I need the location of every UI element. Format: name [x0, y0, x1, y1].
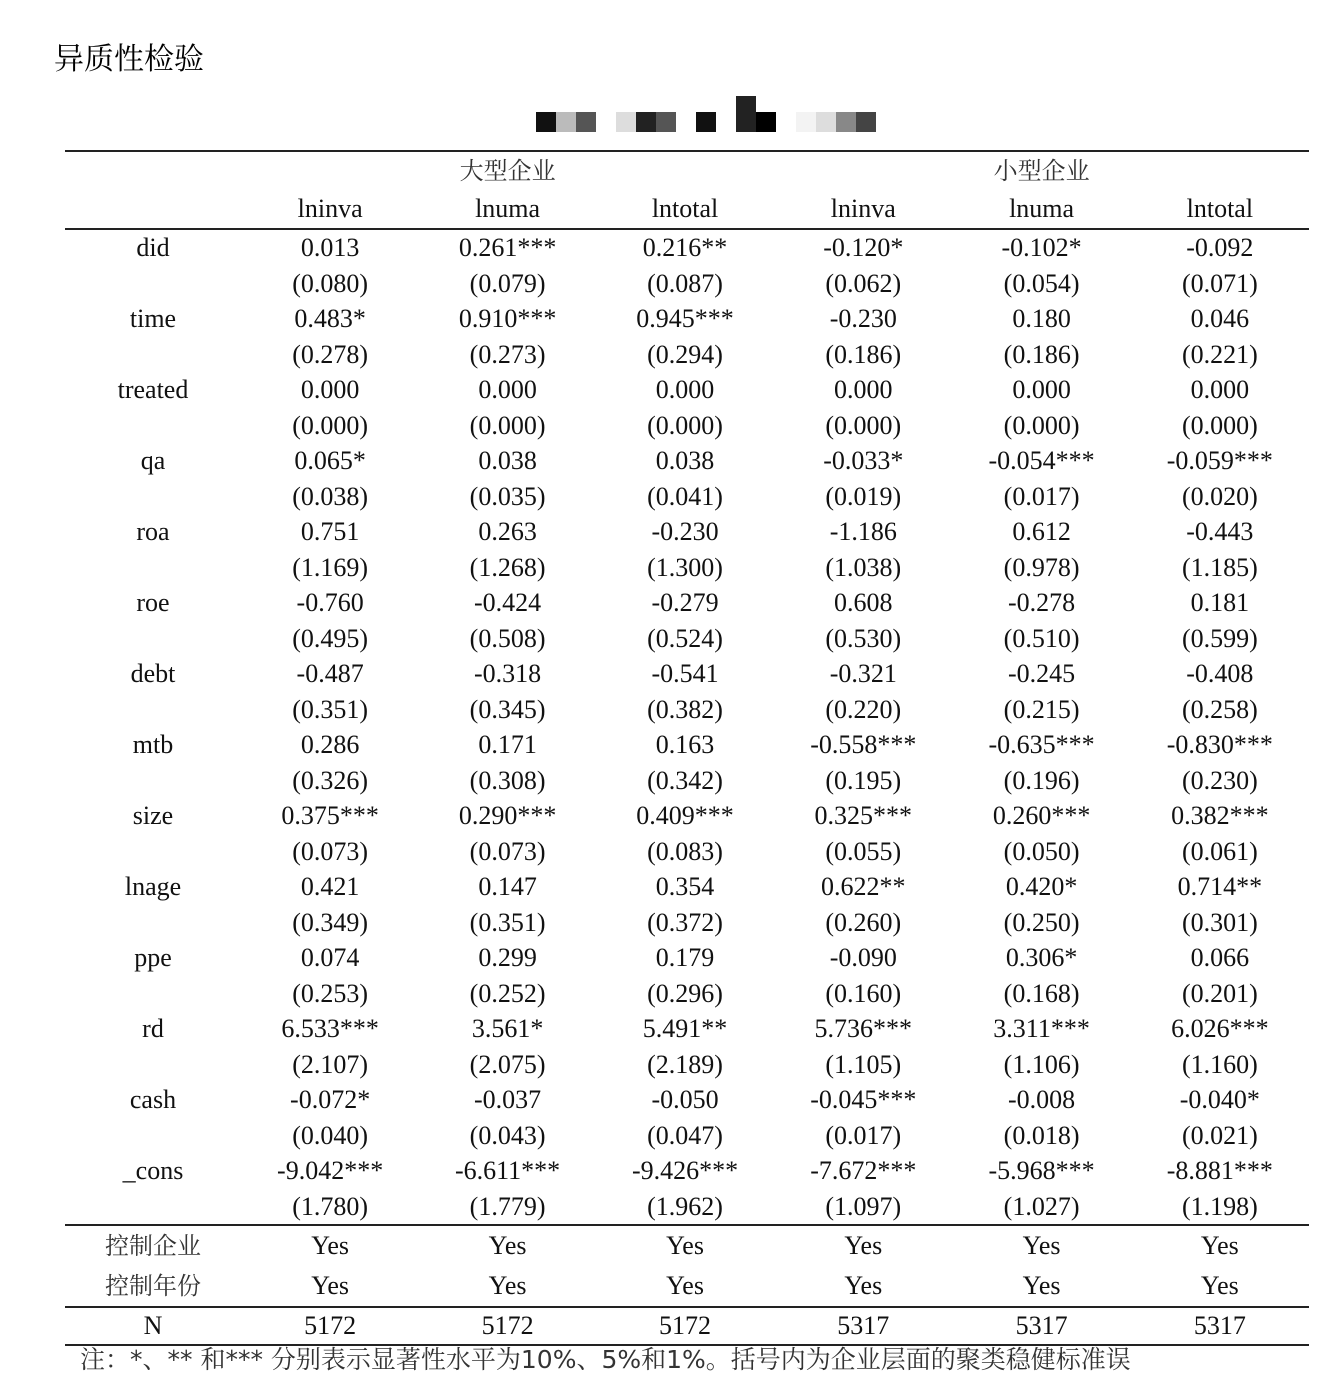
coefficient: 0.000 — [478, 375, 537, 404]
coefficient: -0.059*** — [1166, 446, 1273, 475]
column-header: lntotal — [1131, 190, 1309, 229]
coefficient: -0.321 — [829, 659, 897, 688]
coefficient: -0.040* — [1179, 1085, 1260, 1114]
coefficient: 6.026*** — [1171, 1014, 1269, 1043]
standard-error: (0.000) — [1003, 410, 1080, 440]
coefficient: 0.013 — [300, 233, 360, 262]
coefficient: 0.622** — [821, 872, 906, 901]
coefficient: -0.037 — [474, 1085, 542, 1114]
coefficient: -0.279 — [651, 588, 719, 617]
variable-label-blank — [65, 834, 241, 870]
coefficient: -0.318 — [474, 659, 542, 688]
standard-error: (0.372) — [647, 907, 723, 937]
standard-error: (0.273) — [469, 339, 546, 369]
standard-error: (0.258) — [1181, 694, 1258, 724]
se-row — [65, 266, 1309, 302]
control-row — [65, 1225, 1309, 1266]
coefficient: 0.325*** — [814, 801, 913, 830]
column-header: lnuma — [419, 190, 596, 229]
standard-error: (0.186) — [825, 339, 902, 369]
variable-label-blank — [65, 763, 241, 799]
coefficient: -1.186 — [829, 517, 897, 546]
coefficient: 0.163 — [655, 730, 715, 759]
coefficient: 0.046 — [1190, 304, 1250, 333]
coefficient: -0.054*** — [988, 446, 1095, 475]
coefficient: -0.230 — [651, 517, 719, 546]
coefficient: 0.354 — [655, 872, 715, 901]
standard-error: (0.260) — [825, 907, 902, 937]
coef-row — [65, 514, 1309, 550]
control-label: 控制企业 — [65, 1225, 241, 1266]
variable-label: ppe — [134, 943, 172, 972]
observations-value: 5172 — [241, 1307, 419, 1345]
standard-error: (2.075) — [469, 1049, 546, 1079]
coefficient: 6.533*** — [281, 1014, 379, 1043]
control-value: Yes — [774, 1225, 952, 1266]
coefficient: -0.050 — [651, 1085, 719, 1114]
standard-error: (1.300) — [647, 552, 723, 582]
standard-error: (0.073) — [292, 836, 369, 866]
coefficient: 0.608 — [834, 588, 893, 617]
column-header: lninva — [241, 190, 419, 229]
coefficient: -0.635*** — [988, 730, 1095, 759]
variable-label: did — [136, 233, 170, 262]
coefficient: -0.558*** — [810, 730, 917, 759]
coefficient: 0.382*** — [1171, 801, 1269, 830]
coefficient: 5.491** — [642, 1014, 728, 1043]
coefficient: -0.760 — [296, 588, 364, 617]
coefficient: -0.830*** — [1166, 730, 1273, 759]
variable-label: lnage — [124, 872, 182, 901]
standard-error: (0.524) — [647, 623, 723, 653]
standard-error: (0.000) — [1181, 410, 1258, 440]
coefficient: 0.306* — [1005, 943, 1078, 972]
group-large-firms: 大型企业 — [241, 151, 774, 190]
column-header: lntotal — [596, 190, 774, 229]
coefficient: -9.426*** — [631, 1156, 739, 1185]
coefficient: 0.038 — [655, 446, 715, 475]
redacted-table-title — [536, 96, 881, 132]
standard-error: (1.779) — [469, 1191, 546, 1221]
control-value: Yes — [1022, 1271, 1061, 1300]
coefficient: -0.443 — [1186, 517, 1254, 546]
standard-error: (2.107) — [292, 1049, 369, 1079]
control-value: Yes — [488, 1271, 527, 1300]
standard-error: (0.351) — [469, 907, 546, 937]
coef-row — [65, 301, 1309, 337]
coefficient: -0.072* — [290, 1085, 371, 1114]
variable-label-blank — [65, 550, 241, 586]
standard-error: (1.105) — [825, 1049, 902, 1079]
coefficient: -7.672*** — [810, 1156, 917, 1185]
coef-row — [65, 585, 1309, 621]
standard-error: (0.043) — [469, 1120, 546, 1150]
coefficient: 0.409*** — [636, 801, 734, 830]
coefficient: -0.408 — [1186, 659, 1254, 688]
coef-row — [65, 727, 1309, 763]
standard-error: (0.230) — [1181, 765, 1258, 795]
variable-label-blank — [65, 408, 241, 444]
coefficient: 0.290*** — [458, 801, 557, 830]
standard-error: (0.000) — [825, 410, 902, 440]
standard-error: (0.055) — [825, 836, 902, 866]
coefficient: -0.278 — [1007, 588, 1076, 617]
standard-error: (1.097) — [825, 1191, 902, 1221]
coefficient: 0.263 — [478, 517, 537, 546]
coefficient: 3.561* — [471, 1014, 544, 1043]
variable-label-blank — [65, 1189, 241, 1226]
coefficient: -0.092 — [1186, 233, 1254, 262]
standard-error: (0.508) — [469, 623, 546, 653]
table-note: 注：*、** 和*** 分别表示显著性水平为10%、5%和1%。括号内为企业层面的聚类稳健标准误 — [80, 1345, 1131, 1374]
standard-error: (0.345) — [469, 694, 546, 724]
standard-error: (0.382) — [647, 694, 723, 724]
standard-error: (0.021) — [1181, 1120, 1258, 1150]
control-value: Yes — [666, 1271, 704, 1300]
column-header: lnuma — [952, 190, 1130, 229]
control-row — [65, 1266, 1309, 1307]
standard-error: (1.106) — [1003, 1049, 1080, 1079]
variable-label: mtb — [132, 730, 174, 759]
standard-error: (1.268) — [469, 552, 546, 582]
standard-error: (0.301) — [1181, 907, 1258, 937]
standard-error: (1.038) — [825, 552, 902, 582]
se-row — [65, 621, 1309, 657]
control-value: Yes — [311, 1271, 350, 1300]
standard-error: (0.000) — [292, 410, 369, 440]
coef-row — [65, 1082, 1309, 1118]
coef-row — [65, 1153, 1309, 1189]
variable-label-blank — [65, 266, 241, 302]
standard-error: (0.083) — [647, 836, 723, 866]
coefficient: -0.424 — [474, 588, 542, 617]
control-label: 控制年份 — [105, 1272, 201, 1300]
se-row — [65, 834, 1309, 870]
standard-error: (0.342) — [647, 765, 723, 795]
observations-value: 5317 — [1131, 1307, 1309, 1345]
standard-error: (0.020) — [1181, 481, 1258, 511]
variable-label-blank — [65, 1118, 241, 1154]
coefficient: 0.074 — [300, 943, 360, 972]
observations-value: 5317 — [774, 1307, 952, 1345]
control-value: Yes — [596, 1225, 774, 1266]
coefficient: -0.045*** — [810, 1085, 917, 1114]
coefficient: 0.261*** — [458, 233, 557, 262]
coefficient: 0.180 — [1012, 304, 1071, 333]
standard-error: (0.000) — [647, 410, 723, 440]
standard-error: (0.079) — [469, 268, 546, 298]
standard-error: (0.495) — [292, 623, 369, 653]
standard-error: (0.061) — [1181, 836, 1258, 866]
coef-row — [65, 869, 1309, 905]
se-row — [65, 1118, 1309, 1154]
standard-error: (0.071) — [1181, 268, 1258, 298]
standard-error: (0.019) — [825, 481, 902, 511]
standard-error: (1.185) — [1181, 552, 1258, 582]
coefficient: 0.181 — [1190, 588, 1250, 617]
standard-error: (0.017) — [825, 1120, 902, 1150]
column-header-row — [65, 190, 1309, 229]
variable-label: qa — [140, 446, 166, 475]
column-header-blank — [65, 190, 241, 229]
coefficient: 0.038 — [478, 446, 537, 475]
coefficient: 0.286 — [300, 730, 360, 759]
variable-label-blank — [65, 479, 241, 515]
variable-label-blank — [65, 905, 241, 941]
standard-error: (0.978) — [1003, 552, 1080, 582]
coefficient: -0.120* — [823, 233, 904, 262]
coefficient: 0.179 — [655, 943, 715, 972]
coef-row — [65, 1011, 1309, 1047]
standard-error: (0.040) — [292, 1120, 369, 1150]
coefficient: 0.000 — [1190, 375, 1250, 404]
coef-row — [65, 229, 1309, 266]
standard-error: (0.041) — [647, 481, 723, 511]
coefficient: 0.910*** — [458, 304, 557, 333]
variable-label: roe — [136, 588, 170, 617]
variable-label-blank — [65, 1047, 241, 1083]
standard-error: (0.215) — [1003, 694, 1080, 724]
coefficient: 0.375*** — [281, 801, 379, 830]
control-value: Yes — [419, 1225, 596, 1266]
se-row — [65, 976, 1309, 1012]
coefficient: 0.000 — [655, 375, 715, 404]
coefficient: 0.171 — [478, 730, 537, 759]
observations-label: N — [65, 1307, 241, 1345]
coefficient: -0.102* — [1001, 233, 1082, 262]
control-value: Yes — [1131, 1225, 1309, 1266]
se-row — [65, 1047, 1309, 1083]
se-row — [65, 550, 1309, 586]
standard-error: (1.027) — [1003, 1191, 1080, 1221]
se-row — [65, 408, 1309, 444]
standard-error: (1.962) — [647, 1191, 723, 1221]
coefficient: -6.611*** — [454, 1156, 561, 1185]
standard-error: (0.038) — [292, 481, 369, 511]
coefficient: 5.736*** — [814, 1014, 913, 1043]
standard-error: (0.326) — [292, 765, 369, 795]
coefficient: -0.033* — [823, 446, 904, 475]
standard-error: (0.530) — [825, 623, 902, 653]
standard-error: (0.510) — [1003, 623, 1080, 653]
standard-error: (0.080) — [292, 268, 369, 298]
se-row — [65, 905, 1309, 941]
coefficient: 0.260*** — [992, 801, 1091, 830]
se-row — [65, 692, 1309, 728]
column-header: lninva — [774, 190, 952, 229]
coef-row — [65, 372, 1309, 408]
observations-value: 5317 — [952, 1307, 1130, 1345]
variable-label-blank — [65, 976, 241, 1012]
standard-error: (0.000) — [469, 410, 546, 440]
control-value: Yes — [844, 1271, 883, 1300]
standard-error: (0.278) — [292, 339, 369, 369]
coefficient: 3.311*** — [993, 1014, 1090, 1043]
coefficient: 0.612 — [1012, 517, 1071, 546]
standard-error: (0.087) — [647, 268, 723, 298]
se-row — [65, 479, 1309, 515]
coefficient: 0.714** — [1177, 872, 1263, 901]
coefficient: -0.230 — [829, 304, 897, 333]
variable-label-blank — [65, 621, 241, 657]
variable-label-blank — [65, 692, 241, 728]
variable-label: roa — [136, 517, 170, 546]
standard-error: (0.220) — [825, 694, 902, 724]
standard-error: (0.599) — [1181, 623, 1258, 653]
se-row — [65, 1189, 1309, 1226]
coefficient: -9.042*** — [277, 1156, 384, 1185]
coef-row — [65, 443, 1309, 479]
coefficient: -8.881*** — [1166, 1156, 1273, 1185]
variable-label: size — [132, 801, 174, 830]
coefficient: 0.483* — [294, 304, 366, 333]
standard-error: (0.160) — [825, 978, 902, 1008]
standard-error: (0.017) — [1003, 481, 1080, 511]
standard-error: (0.195) — [825, 765, 902, 795]
variable-label: time — [129, 304, 177, 333]
section-heading: 异质性检验 — [54, 42, 204, 77]
standard-error: (0.186) — [1003, 339, 1080, 369]
standard-error: (0.294) — [647, 339, 723, 369]
coefficient: 0.000 — [834, 375, 893, 404]
coef-row — [65, 940, 1309, 976]
coefficient: -0.487 — [296, 659, 364, 688]
standard-error: (0.050) — [1003, 836, 1080, 866]
coefficient: 0.420* — [1005, 872, 1078, 901]
coefficient: 0.000 — [300, 375, 360, 404]
group-small-firms: 小型企业 — [774, 151, 1309, 190]
control-value: Yes — [241, 1225, 419, 1266]
standard-error: (0.296) — [647, 978, 723, 1008]
coefficient: -5.968*** — [988, 1156, 1095, 1185]
coefficient: -0.245 — [1007, 659, 1076, 688]
coefficient: -0.090 — [829, 943, 897, 972]
standard-error: (0.250) — [1003, 907, 1080, 937]
se-row — [65, 763, 1309, 799]
standard-error: (0.073) — [469, 836, 546, 866]
control-value: Yes — [952, 1225, 1130, 1266]
standard-error: (0.196) — [1003, 765, 1080, 795]
coefficient: 0.751 — [300, 517, 360, 546]
coef-row — [65, 798, 1309, 834]
standard-error: (0.253) — [292, 978, 369, 1008]
standard-error: (1.198) — [1181, 1191, 1258, 1221]
se-row — [65, 337, 1309, 373]
coefficient: 0.065* — [294, 446, 366, 475]
observations-value: 5172 — [596, 1307, 774, 1345]
coefficient: 0.945*** — [636, 304, 734, 333]
regression-table — [65, 150, 1309, 1346]
coefficient: 0.216** — [642, 233, 728, 262]
standard-error: (0.252) — [469, 978, 546, 1008]
variable-label: debt — [130, 659, 176, 688]
standard-error: (0.308) — [469, 765, 546, 795]
standard-error: (0.047) — [647, 1120, 723, 1150]
standard-error: (0.035) — [469, 481, 546, 511]
variable-label: rd — [142, 1014, 164, 1043]
standard-error: (1.160) — [1181, 1049, 1258, 1079]
standard-error: (0.221) — [1181, 339, 1258, 369]
observations-value: 5172 — [419, 1307, 596, 1345]
coefficient: -0.008 — [1007, 1085, 1076, 1114]
variable-label: _cons — [122, 1156, 184, 1185]
standard-error: (0.062) — [825, 268, 902, 298]
coefficient: 0.299 — [478, 943, 537, 972]
standard-error: (2.189) — [647, 1049, 723, 1079]
standard-error: (1.169) — [292, 552, 369, 582]
standard-error: (0.201) — [1181, 978, 1258, 1008]
standard-error: (0.054) — [1003, 268, 1080, 298]
coefficient: 0.066 — [1190, 943, 1250, 972]
coefficient: -0.541 — [651, 659, 719, 688]
standard-error: (0.351) — [292, 694, 369, 724]
variable-label: treated — [117, 375, 189, 404]
standard-error: (0.168) — [1003, 978, 1080, 1008]
coefficient: 0.000 — [1012, 375, 1071, 404]
standard-error: (1.780) — [292, 1191, 369, 1221]
coefficient: 0.147 — [478, 872, 537, 901]
control-value: Yes — [1200, 1271, 1239, 1300]
standard-error: (0.349) — [292, 907, 369, 937]
variable-label-blank — [65, 337, 241, 373]
group-header-row — [65, 151, 1309, 190]
variable-label: cash — [129, 1085, 177, 1114]
coefficient: 0.421 — [300, 872, 360, 901]
coef-row — [65, 656, 1309, 692]
standard-error: (0.018) — [1003, 1120, 1080, 1150]
